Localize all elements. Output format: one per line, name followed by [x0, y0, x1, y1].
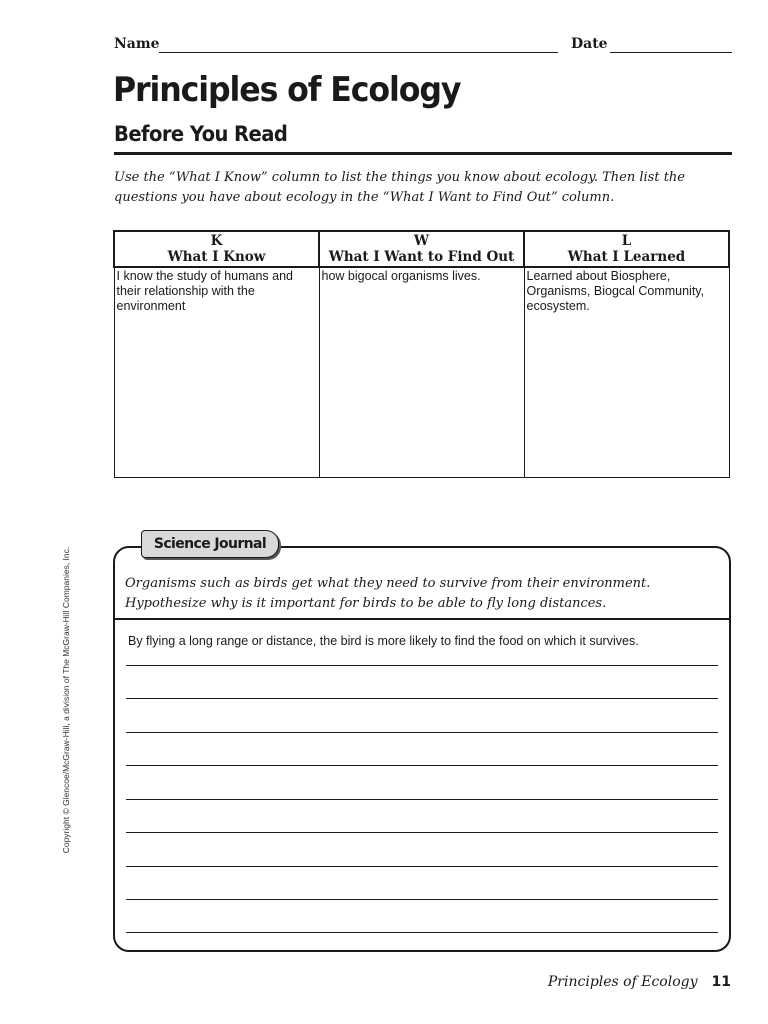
kwl-letter-w: W [413, 233, 430, 249]
answer-line[interactable] [126, 732, 718, 733]
answer-line[interactable] [126, 932, 718, 933]
name-date-header [114, 36, 732, 58]
copyright-notice: Copyright © Glencoe/McGraw-Hill, a division of The McGraw-Hill Companies, Inc. [61, 546, 71, 854]
page-number: 11 [711, 974, 731, 990]
kwl-cell-learned[interactable]: Learned about Biosphere, Organisms, Biogcal Community, ecosystem. [524, 267, 729, 478]
kwl-header-l [524, 231, 729, 267]
answer-line[interactable] [126, 899, 718, 900]
journal-answer[interactable]: By flying a long range or distance, the bird is more likely to find the food on which it survives. [128, 634, 639, 648]
answer-line[interactable] [126, 665, 718, 666]
science-journal-tab: Science Journal [141, 530, 279, 558]
journal-prompt: Organisms such as birds get what they need to survive from their environment. Hypothesize why is it important for birds to be able to fly long distances. [125, 576, 651, 611]
page-footer [548, 974, 731, 990]
date-field[interactable] [610, 52, 732, 53]
kwl-header-w [319, 231, 524, 267]
answer-line[interactable] [126, 832, 718, 833]
page-title: Principles of Ecology [113, 70, 461, 110]
kwl-heading-w: What I Want to Find Out [328, 249, 515, 265]
answer-line[interactable] [126, 799, 718, 800]
kwl-heading-k: What I Know [167, 249, 266, 265]
kwl-cell-want[interactable]: how bigocal organisms lives. [319, 267, 524, 478]
kwl-letter-k: K [210, 233, 223, 249]
kwl-heading-l: What I Learned [567, 249, 686, 265]
journal-divider [115, 618, 729, 620]
kwl-header-k [114, 231, 319, 267]
answer-line[interactable] [126, 866, 718, 867]
title-rule [114, 152, 732, 155]
date-label: Date [571, 36, 608, 52]
kwl-table [113, 230, 730, 478]
instructions: Use the “What I Know” column to list the things you know about ecology. Then list the questions you have about ecology in the “What I Want to Find Out” column. [114, 170, 685, 205]
section-subtitle: Before You Read [114, 122, 288, 146]
kwl-letter-l: L [621, 233, 632, 249]
name-field[interactable] [159, 52, 558, 53]
answer-line[interactable] [126, 765, 718, 766]
name-label: Name [114, 36, 160, 52]
answer-line[interactable] [126, 698, 718, 699]
footer-title: Principles of Ecology [547, 974, 698, 990]
kwl-cell-know[interactable]: I know the study of humans and their relationship with the environment [114, 267, 319, 478]
